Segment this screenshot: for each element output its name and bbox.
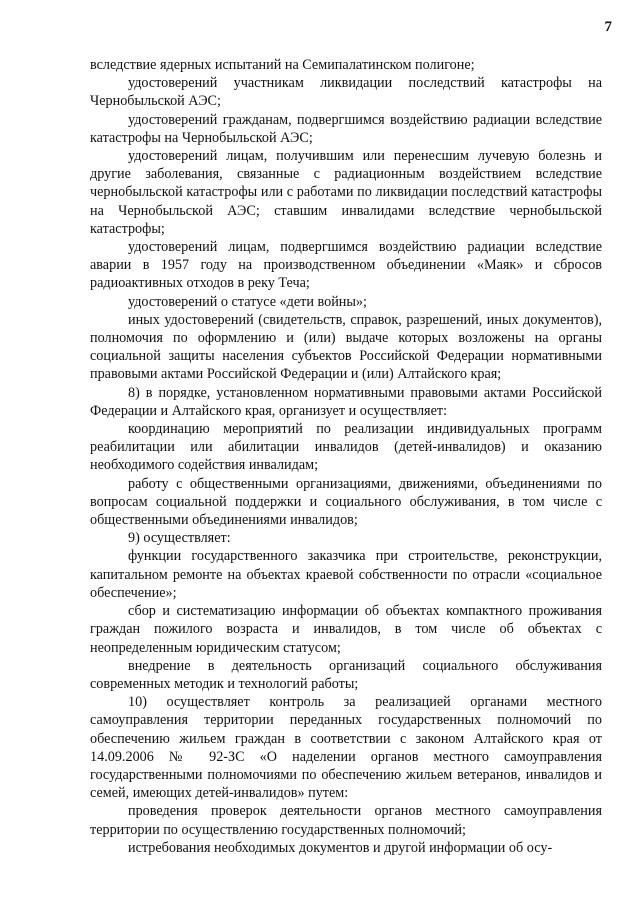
- paragraph-17: истребования необходимых документов и другой информации об осу-: [128, 839, 553, 856]
- paragraph-4: удостоверений лицам, получившим или перенесшим лучевую болезнь и другие заболевания, связанные с радиационным воздействием вследствие чернобыльской катастрофы или с работами по ликвидации последствий катастрофы на Чернобыльской АЭС; ставшим инвалидами вследствие чернобыльской катастрофы;: [90, 148, 602, 237]
- paragraph-16: проведения проверок деятельности органов местного самоуправления территории по осуществлению государственных полномочий;: [90, 803, 602, 838]
- paragraph-12: функции государственного заказчика при строительстве, реконструкции, капитальном ремонте на объектах краевой собственности по отрасли «социальное обеспечение»;: [90, 548, 602, 601]
- document-body: [90, 56, 602, 896]
- paragraph-10: работу с общественными организациями, движениями, объединениями по вопросам социальной поддержки и социального обслуживания, в том числе с общественными объединениями инвалидов;: [90, 475, 602, 529]
- paragraph-11: 9) осуществляет:: [128, 530, 231, 547]
- paragraph-15: 10) осуществляет контроль за реализацией органами местного самоуправления территории переданных государственных полномочий по обеспечению жильем граждан в соответствии с законом Алтайского края от 14.09.2006 № 92-ЗС «О наделении органов местного самоуправления государственными полномочиями по обеспечению жильем ветеранов, инвалидов и семей, имеющих детей-инвалидов» путем:: [90, 694, 602, 802]
- paragraph-2: удостоверений участникам ликвидации последствий катастрофы на Чернобыльской АЭС;: [90, 75, 602, 110]
- page-number: 7: [604, 19, 612, 35]
- paragraph-5: удостоверений лицам, подвергшимся воздействию радиации вследствие аварии в 1957 году на производственном объединении «Маяк» и сбросов радиоактивных отходов в реку Теча;: [90, 239, 602, 292]
- paragraph-6: удостоверений о статусе «дети войны»;: [128, 293, 367, 310]
- paragraph-1: вследствие ядерных испытаний на Семипалатинском полигоне;: [90, 57, 475, 73]
- paragraph-8: 8) в порядке, установленном нормативными правовыми актами Российской Федерации и Алтайского края, организует и осуществляет:: [90, 384, 602, 419]
- paragraph-14: внедрение в деятельность организаций социального обслуживания современных методик и технологий работы;: [90, 657, 602, 692]
- paragraph-13: сбор и систематизацию информации об объектах компактного проживания граждан пожилого возраста и инвалидов, в том числе об объектах с неопределенным юридическим статусом;: [90, 603, 602, 656]
- paragraph-3: удостоверений гражданам, подвергшимся воздействию радиации вследствие катастрофы на Чернобыльской АЭС;: [90, 111, 602, 146]
- paragraph-9: координацию мероприятий по реализации индивидуальных программ реабилитации или абилитации инвалидов (детей-инвалидов) и оказанию необходимого содействия инвалидам;: [90, 421, 602, 474]
- paragraph-7: иных удостоверений (свидетельств, справок, разрешений, иных документов), полномочия по оформлению и (или) выдаче которых возложены на органы социальной защиты населения субъектов Российской Федерации нормативными правовыми актами Российской Федерации и (или) Алтайского края;: [90, 311, 602, 383]
